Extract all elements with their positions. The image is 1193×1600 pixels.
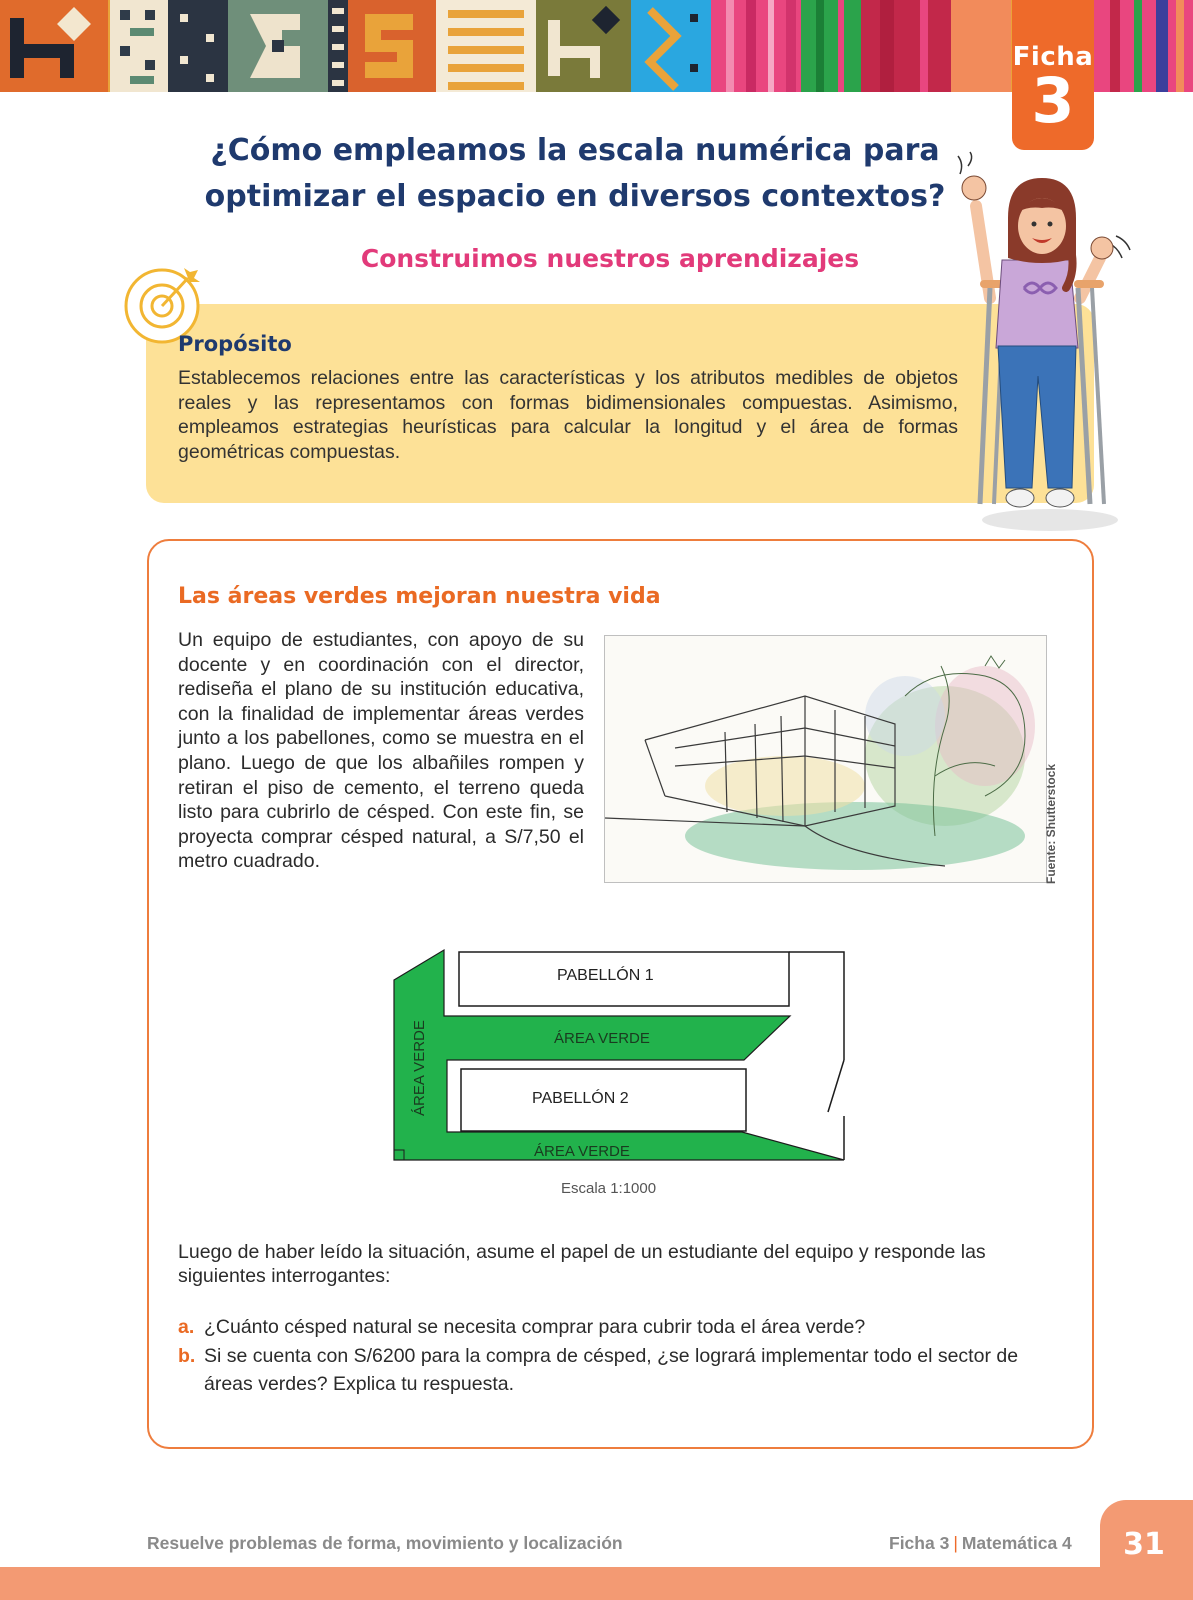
section-title: Construimos nuestros aprendizajes	[360, 244, 860, 273]
footer-ficha: Ficha 3	[889, 1533, 950, 1553]
school-floor-plan	[392, 948, 852, 1170]
area-verde-left-label: ÁREA VERDE	[411, 1020, 428, 1116]
pabellon-2-label: PABELLÓN 2	[532, 1090, 629, 1107]
area-verde-middle-label: ÁREA VERDE	[554, 1030, 650, 1047]
situation-heading: Las áreas verdes mejoran nuestra vida	[178, 584, 661, 609]
question-item	[178, 1342, 1068, 1399]
page-title-line-1: ¿Cómo empleamos la escala numérica para	[210, 133, 940, 168]
instructions-text: Luego de haber leído la situación, asume el papel de un estudiante del equipo y responde las siguientes interrogantes:	[178, 1241, 986, 1287]
question-item	[178, 1313, 1068, 1342]
ficha-badge	[1012, 0, 1094, 150]
footer-separator: |	[953, 1533, 958, 1553]
page-number: 31	[1123, 1527, 1165, 1562]
purpose-heading: Propósito	[178, 332, 292, 356]
plan-scale: Escala 1:1000	[561, 1180, 657, 1197]
photo-credit: Fuente: Shutterstock	[1044, 763, 1058, 884]
question-text: ¿Cuánto césped natural se necesita comprar para cubrir toda el área verde?	[204, 1316, 866, 1338]
footer-subject: Matemática 4	[961, 1533, 1072, 1553]
pabellon-1-label: PABELLÓN 1	[557, 967, 654, 984]
question-list	[178, 1313, 1068, 1399]
ficha-label: Ficha	[1012, 42, 1094, 72]
building-sketch-image	[604, 635, 1047, 883]
student-on-crutches-illustration	[950, 148, 1150, 534]
situation-text: Un equipo de estudiantes, con apoyo de su docente y en coordinación con el director, rediseña el plano de su institución educativa, con la finalidad de implementar áreas verdes junto a los pabellones, como se muestra en el plano. Luego de que los albañiles rompen y retiran el piso de cemento, el terreno queda listo para cubrirlo de césped. Con este fin, se proyecta comprar césped natural, a S/7,50 el metro cuadrado.	[178, 629, 584, 873]
page-title-line-2: optimizar el espacio en diversos contextos?	[204, 179, 946, 214]
page-title	[175, 128, 975, 220]
question-letter: b.	[178, 1344, 196, 1367]
footer-competency: Resuelve problemas de forma, movimiento y localización	[147, 1533, 623, 1553]
footer-bar	[0, 1567, 1193, 1600]
purpose-text: Establecemos relaciones entre las características y los atributos medibles de objetos reales y las representamos con formas bidimensionales compuestas. Asimismo, empleamos estrategias heurísticas para calcular la longitud y el área de formas geométricas compuestas.	[178, 367, 958, 463]
area-verde-bottom-label: ÁREA VERDE	[534, 1143, 630, 1160]
question-text: Si se cuenta con S/6200 para la compra de césped, ¿se logrará implementar todo el sector de áreas verdes? Explica tu respuesta.	[204, 1344, 1019, 1395]
footer-ficha-subject	[889, 1533, 1072, 1554]
question-letter: a.	[178, 1316, 195, 1338]
ficha-number: 3	[1031, 64, 1075, 137]
